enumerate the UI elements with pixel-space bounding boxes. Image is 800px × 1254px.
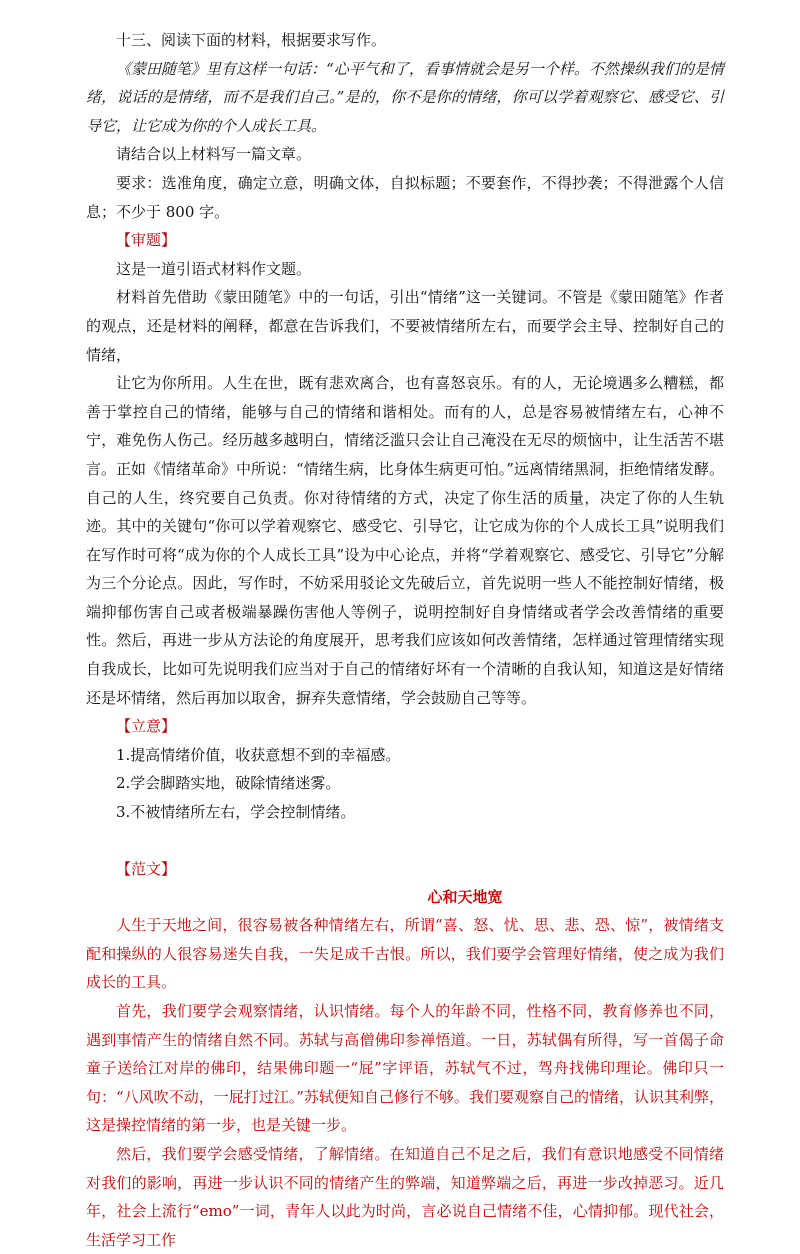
shenti-label: 【审题】	[116, 231, 177, 250]
liyi-item-1: 1.提高情绪价值，收获意想不到的幸福感。	[116, 745, 401, 764]
liyi-item-2: 2.学会脚踏实地，破除情绪迷雾。	[116, 774, 341, 793]
question-requirements: 要求：选准角度，确定立意，明确文体，自拟标题；不要套作，不得抄袭；不得泄露个人信息；不少于 800 字。	[86, 173, 724, 221]
essay-paragraph-1: 人生于天地之间，很容易被各种情绪左右，所谓“喜、怒、忧、思、悲、恐、惊”，被情绪支配和操纵的人很容易迷失自我，一失足成千古恨。所以，我们要学会管理好情绪，使之成为我们成长的工具。	[86, 916, 724, 992]
essay-paragraph-3: 然后，我们要学会感受情绪，了解情绪。在知道自己不足之后，我们有意识地感受不同情绪对我们的影响，再进一步认识不同的情绪产生的弊端，知道弊端之后，再进一步改掉恶习。近几年，社会上流行“emo”一词，青年人以此为时尚，言必说自己情绪不佳，心情抑郁。现代社会，生活学习工作	[86, 1144, 724, 1249]
essay-paragraph-2: 首先，我们要学会观察情绪，认识情绪。每个人的年龄不同，性格不同，教育修养也不同，遇到事情产生的情绪自然不同。苏轼与高僧佛印参禅悟道。一日，苏轼偶有所得，写一首偈子命童子送给江对岸的佛印，结果佛印题一“屁”字评语，苏轼气不过，驾舟找佛印理论。佛印只一句：“八风吹不动，一屁打过江。”苏轼便知自己修行不够。我们要观察自己的情绪，认识其利弊，这是操控情绪的第一步，也是关键一步。	[86, 1002, 724, 1135]
question-heading: 十三、阅读下面的材料，根据要求写作。	[116, 31, 387, 49]
question-instruction: 请结合以上材料写一篇文章。	[116, 145, 312, 164]
liyi-item-3: 3.不被情绪所左右，学会控制情绪。	[116, 803, 356, 822]
liyi-label: 【立意】	[116, 717, 177, 736]
shenti-paragraph-2: 材料首先借助《蒙田随笔》中的一句话，引出“情绪”这一关键词。不管是《蒙田随笔》作者的观点，还是材料的阐释，都意在告诉我们，不要被情绪所左右，而要学会主导、控制好自己的情绪，	[86, 288, 724, 364]
section-spacer	[86, 827, 724, 855]
shenti-paragraph-1: 这是一道引语式材料作文题。	[116, 259, 312, 278]
fanwen-label: 【范文】	[116, 859, 177, 878]
shenti-paragraph-3: 让它为你所用。人生在世，既有悲欢离合，也有喜怒哀乐。有的人，无论境遇多么糟糕，都善于掌控自己的情绪，能够与自己的情绪和谐相处。而有的人，总是容易被情绪左右，心神不宁，难免伤人伤己。经历越多越明白，情绪泛滥只会让自己淹没在无尽的烦恼中，让生活苦不堪言。正如《情绪革命》中所说：“情绪生病，比身体生病更可怕。”远离情绪黑洞，拒绝情绪发酵。自己的人生，终究要自己负责。你对待情绪的方式，决定了你生活的质量，决定了你的人生轨迹。其中的关键句“你可以学着观察它、感受它、引导它，让它成为你的个人成长工具”说明我们在写作时可将“成为你的个人成长工具”设为中心论点，并将“学着观察它、感受它、引导它”分解为三个分论点。因此，写作时，不妨采用驳论文先破后立，首先说明一些人不能控制好情绪，极端抑郁伤害自己或者极端暴躁伤害他人等例子，说明控制好自身情绪或者学会改善情绪的重要性。然后，再进一步从方法论的角度展开，思考我们应该如何改善情绪，怎样通过管理情绪实现自我成长，比如可先说明我们应当对于自己的情绪好坏有一个清晰的自我认知，知道这是好情绪还是坏情绪，然后再加以取舍，摒弃失意情绪，学会鼓励自己等等。	[86, 374, 724, 707]
essay-title: 心和天地宽	[427, 888, 503, 907]
question-material: 《蒙田随笔》里有这样一句话：“心平气和了，看事情就会是另一个样。不然操纵我们的是情绪，说话的是情绪，而不是我们自己。”是的，你不是你的情绪，你可以学着观察它、感受它、引导它，让它成为你的个人成长工具。	[86, 59, 724, 135]
